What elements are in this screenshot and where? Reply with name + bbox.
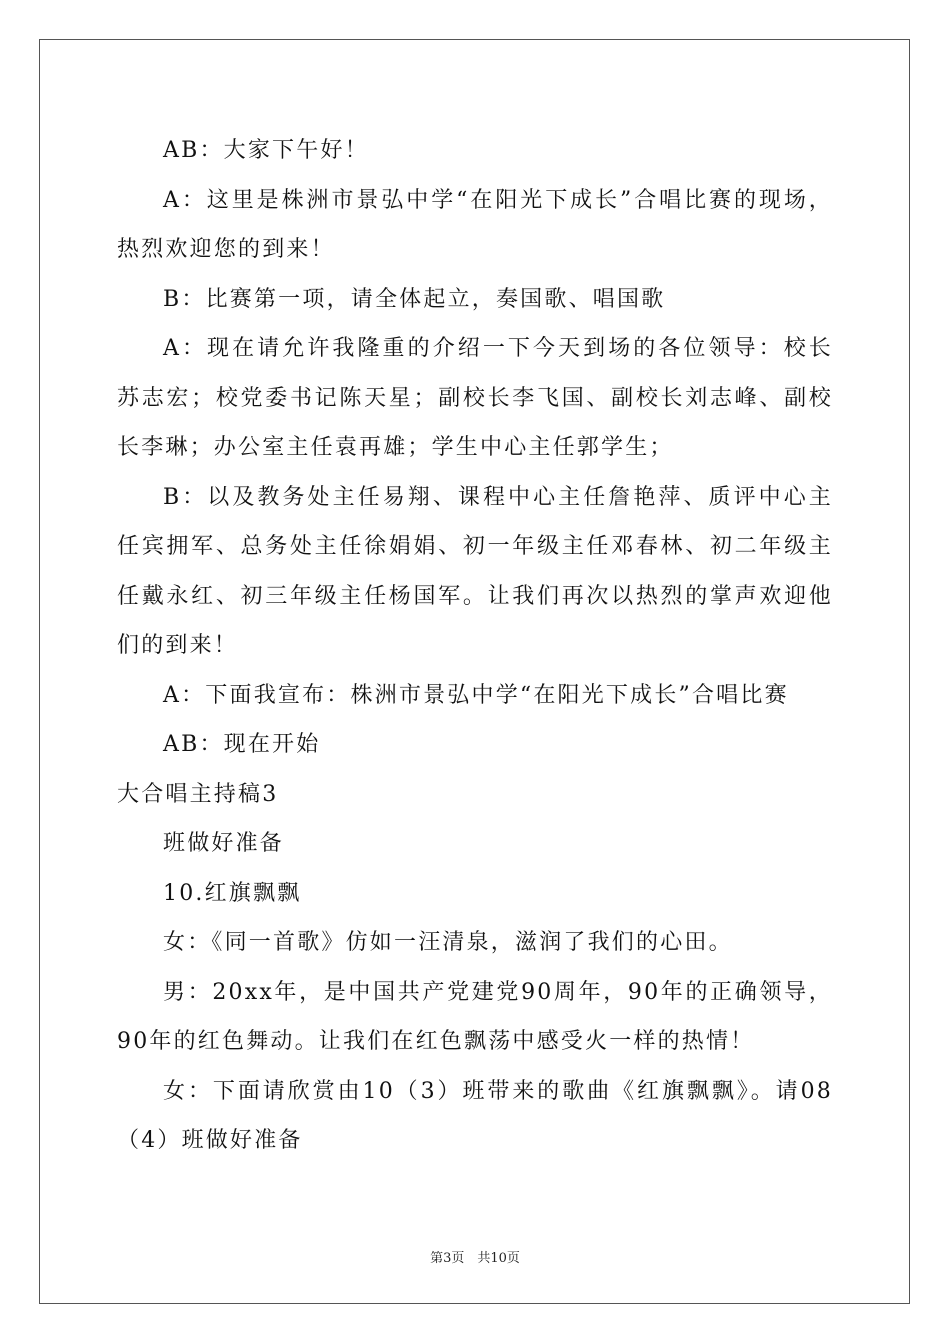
paragraph: 班做好准备 (163, 831, 285, 856)
paragraph: B：以及教务处主任易翔、课程中心主任詹艳萍、质评中心主任宾拥军、总务处主任徐娟娟、初一年级主任邓春林、初二年级主任戴永红、初三年级主任杨国军。让我们再次以热烈的掌声欢迎他们的到来！ (117, 484, 833, 658)
paragraph: 女：下面请欣赏由10（3）班带来的歌曲《红旗飘飘》。请08（4）班做好准备 (117, 1078, 833, 1153)
paragraph: AB：大家下午好！ (163, 138, 369, 163)
document-body (117, 126, 833, 1166)
page-number-footer: 第3页 共10页 (430, 1251, 520, 1266)
section-heading: 大合唱主持稿3 (117, 781, 279, 807)
paragraph: 女：《同一首歌》仿如一汪清泉，滋润了我们的心田。 (163, 930, 733, 955)
paragraph: 10.红旗飘飘 (163, 880, 302, 906)
paragraph: B：比赛第一项，请全体起立，奏国歌、唱国歌 (163, 286, 666, 312)
paragraph: A：下面我宣布：株洲市景弘中学“在阳光下成长”合唱比赛 (163, 682, 789, 708)
paragraph: AB：现在开始 (163, 732, 321, 757)
paragraph: A：现在请允许我隆重的介绍一下今天到场的各位领导：校长苏志宏；校党委书记陈天星；副校长李飞国、副校长刘志峰、副校长李琳；办公室主任袁再雄；学生中心主任郭学生； (117, 336, 833, 460)
paragraph: A：这里是株洲市景弘中学“在阳光下成长”合唱比赛的现场，热烈欢迎您的到来！ (117, 187, 833, 262)
paragraph: 男：20xx年，是中国共产党建党90周年，90年的正确领导，90年的红色舞动。让我们在红色飘荡中感受火一样的热情！ (117, 979, 833, 1054)
